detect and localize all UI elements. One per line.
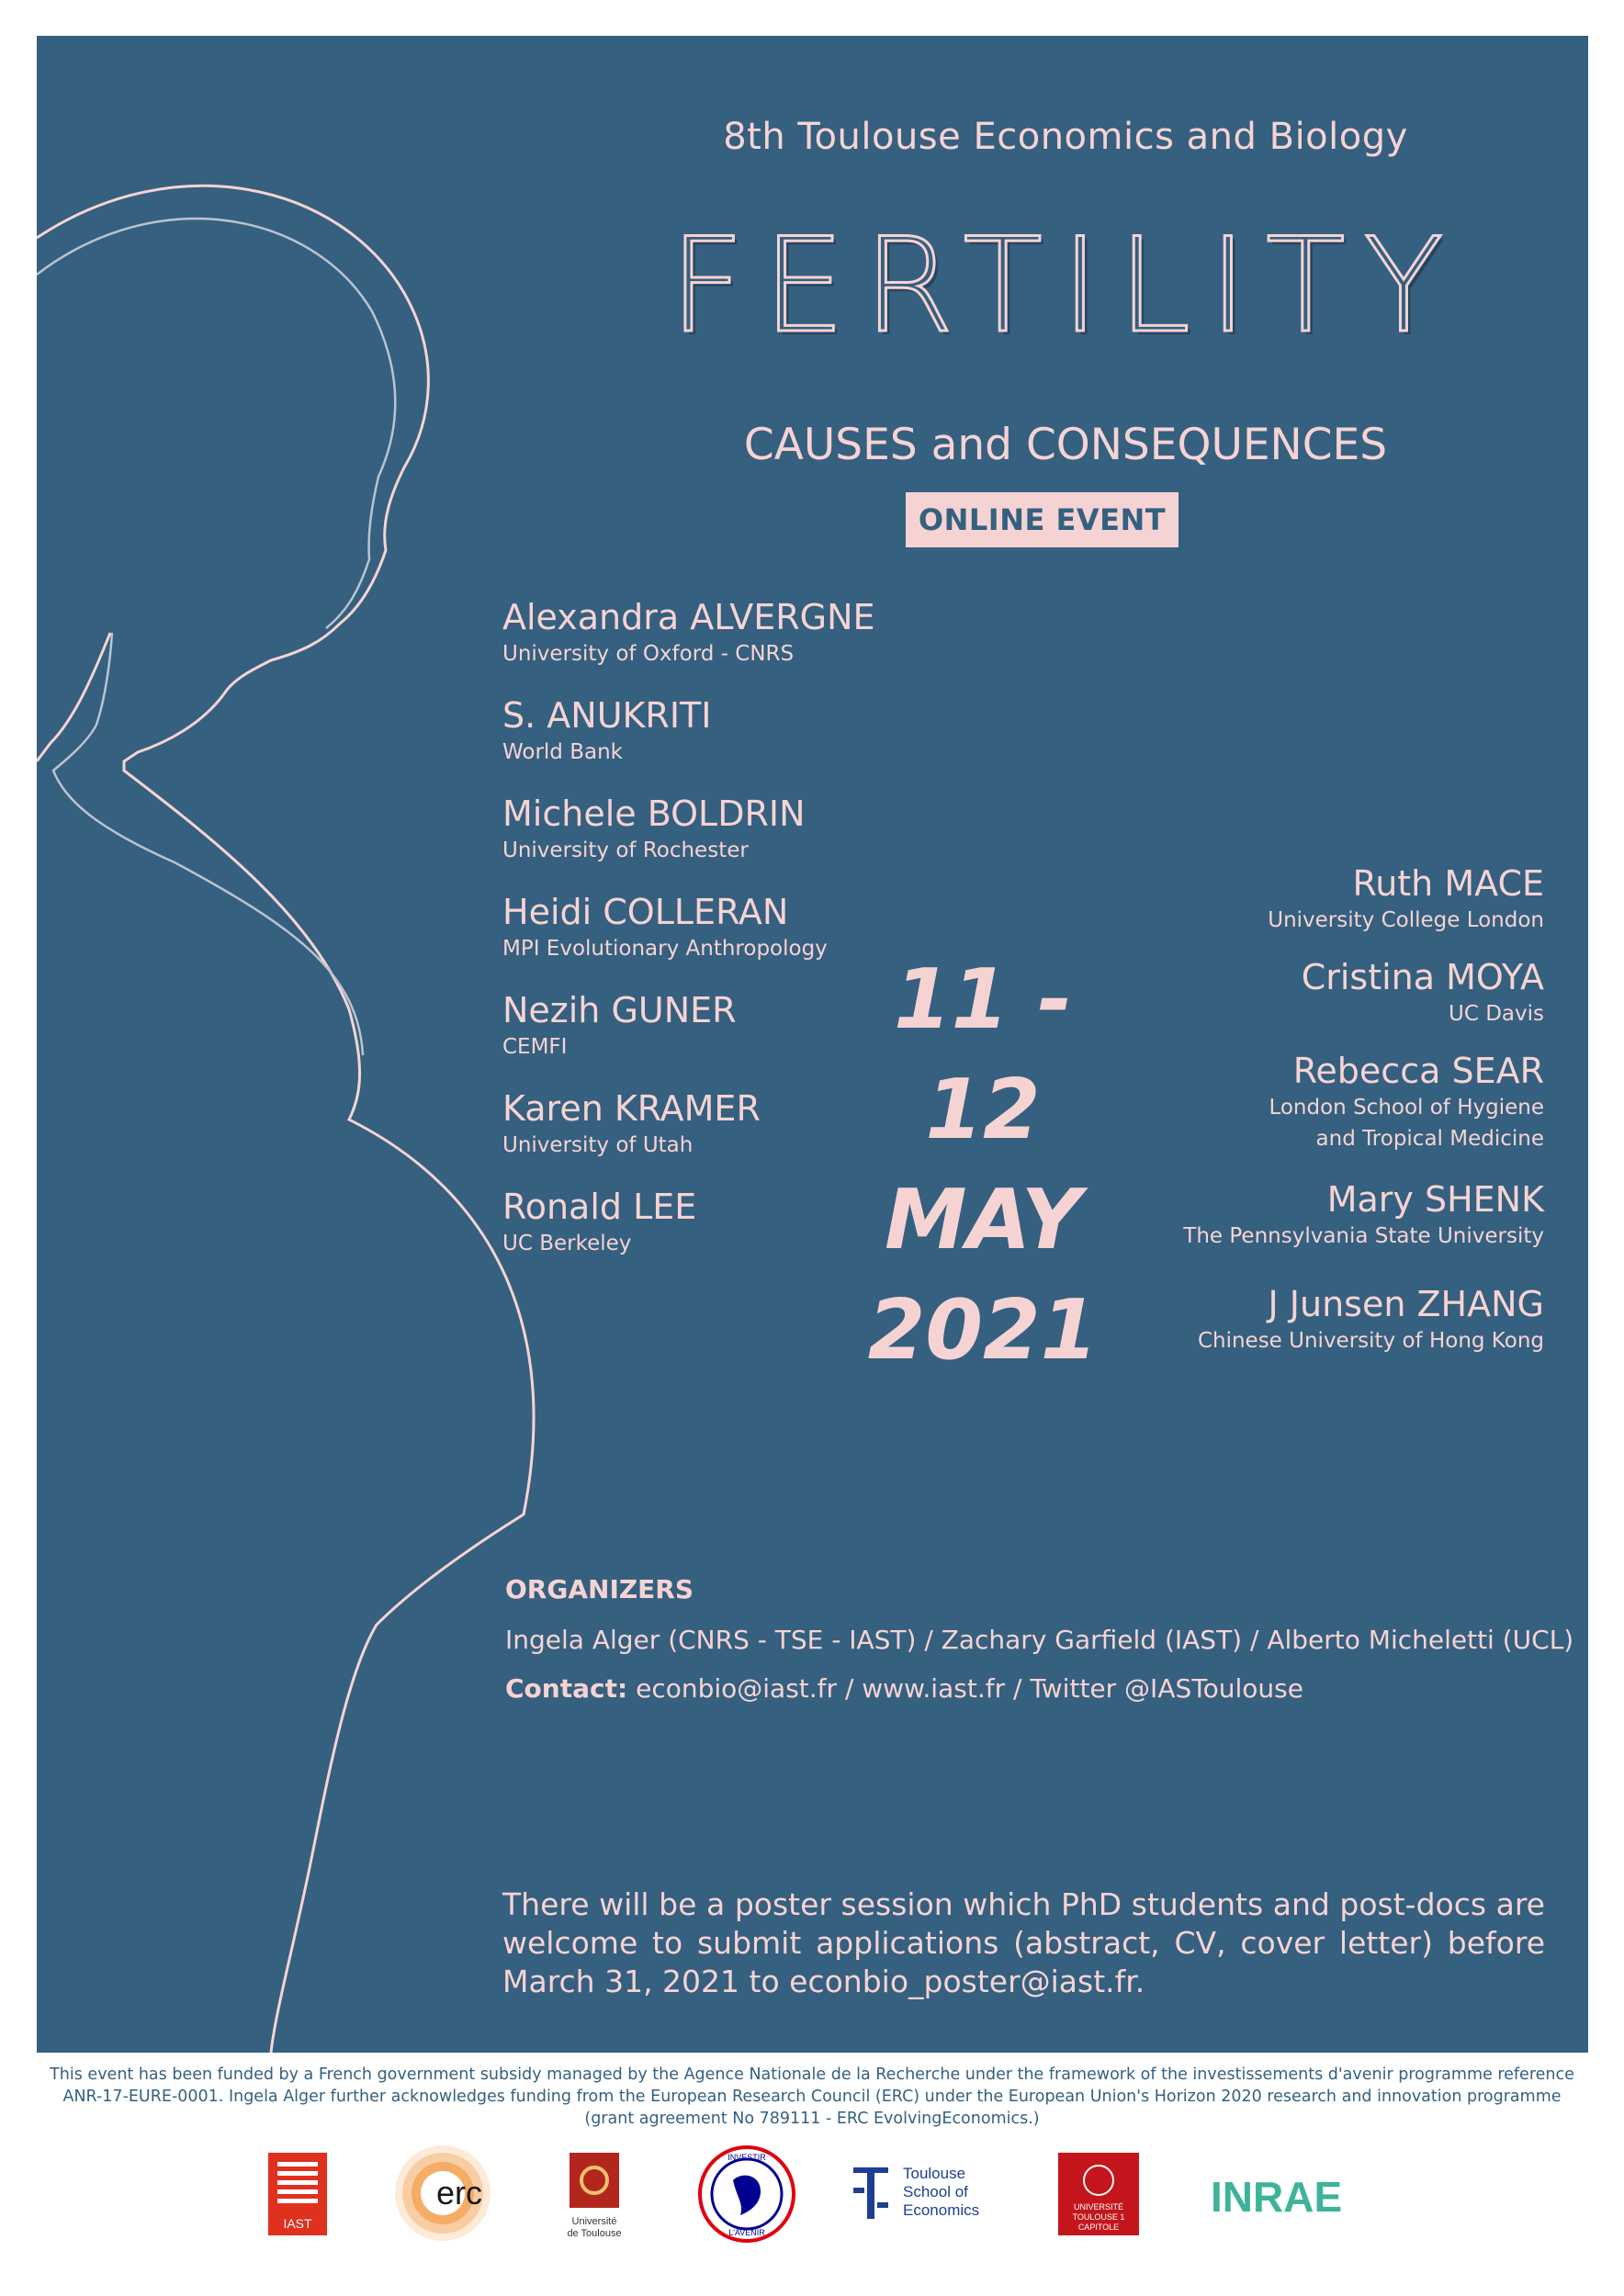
erc-logo — [386, 2140, 505, 2250]
speaker-item — [1183, 1178, 1544, 1283]
ut-line2: de Toulouse — [567, 2228, 622, 2239]
tse-line2: School of — [903, 2183, 968, 2200]
ut1-line2: TOULOUSE 1 — [1072, 2212, 1125, 2222]
contact-label: Contact: — [505, 1673, 628, 1704]
speaker-item — [502, 1087, 875, 1186]
speaker-affiliation: CEMFI — [502, 1035, 568, 1059]
speaker-affiliation: University of Oxford - CNRS — [502, 642, 795, 666]
silhouette-outline — [37, 186, 534, 2053]
event-year: 2021 — [867, 1282, 1099, 1379]
poster-panel — [37, 36, 1588, 2053]
speaker-name: Karen KRAMER — [502, 1088, 761, 1129]
investir-text: INVESTIR — [727, 2153, 766, 2162]
speaker-item — [502, 1186, 875, 1284]
funding-statement — [18, 2064, 1606, 2130]
speaker-item — [502, 694, 875, 793]
tse-line3: Economics — [903, 2201, 980, 2219]
speaker-affiliation: University College London — [1268, 908, 1544, 932]
speaker-item — [502, 989, 875, 1087]
silhouette-inner-outline — [37, 219, 395, 1055]
inrae-logo — [1211, 2167, 1367, 2223]
speaker-affiliation: The Pennsylvania State University — [1183, 1224, 1544, 1248]
online-event-badge: ONLINE EVENT — [906, 492, 1179, 547]
event-month: MAY — [884, 1172, 1082, 1268]
speaker-name: Ruth MACE — [1352, 863, 1544, 904]
speaker-affiliation: World Bank — [502, 740, 623, 764]
speaker-affiliation: University of Rochester — [502, 838, 749, 862]
speaker-name: Ronald LEE — [502, 1187, 697, 1227]
inrae-text: INRAE — [1211, 2173, 1343, 2221]
speaker-affiliation: Chinese University of Hong Kong — [1197, 1329, 1544, 1353]
speaker-item — [502, 793, 875, 891]
speaker-name: Cristina MOYA — [1301, 957, 1544, 997]
ut1-line1: UNIVERSITÉ — [1073, 2202, 1124, 2212]
speaker-affiliation: University of Utah — [502, 1133, 694, 1157]
organizers-heading: ORGANIZERS — [505, 1574, 694, 1604]
tse-logo — [850, 2160, 1006, 2224]
erc-logo-text: erc — [435, 2174, 483, 2212]
speaker-name: Mary SHENK — [1326, 1179, 1544, 1220]
speaker-name: Rebecca SEAR — [1292, 1051, 1544, 1091]
speaker-name: J Junsen ZHANG — [1268, 1284, 1544, 1324]
conference-subtitle: 8th Toulouse Economics and Biology — [723, 116, 1408, 158]
speaker-item — [502, 596, 875, 694]
speakers-right-column — [1183, 862, 1544, 1356]
speaker-item — [1183, 1050, 1544, 1178]
funding-line: ANR-17-EURE-0001. Ingela Alger further acknowledges funding from the European Research Council (ERC) under the European Union's Horizon 2020 research and innovation programme — [62, 2088, 1562, 2106]
universite-toulouse-logo — [562, 2153, 626, 2241]
partner-logos — [0, 2140, 1624, 2250]
speaker-affiliation-line2: and Tropical Medicine — [1315, 1127, 1544, 1151]
speaker-name: Nezih GUNER — [502, 990, 737, 1030]
ut-line1: Université — [571, 2216, 617, 2227]
speaker-name: Michele BOLDRIN — [502, 793, 806, 834]
speaker-name: Heidi COLLERAN — [502, 892, 789, 932]
speaker-affiliation: UC Berkeley — [502, 1232, 632, 1255]
ut1-line3: CAPITOLE — [1077, 2223, 1120, 2232]
contact-line — [505, 1673, 1573, 1704]
speaker-affiliation: UC Davis — [1449, 1002, 1544, 1026]
speaker-item — [1183, 862, 1544, 956]
speaker-item — [1183, 956, 1544, 1050]
organizers-section — [505, 1574, 1573, 1704]
tagline: CAUSES and CONSEQUENCES — [743, 420, 1388, 470]
avenir-text: L'AVENIR — [728, 2228, 765, 2237]
funding-line: This event has been funded by a French government subsidy managed by the Agence Nationale de la Recherche under the framework of the investissements d'avenir programme reference — [50, 2065, 1574, 2084]
silhouette-back — [37, 633, 110, 761]
speaker-affiliation: MPI Evolutionary Anthropology — [502, 937, 828, 961]
contact-details: econbio@iast.fr / www.iast.fr / Twitter @IASToulouse — [627, 1673, 1303, 1704]
tse-line1: Toulouse — [903, 2165, 966, 2182]
speaker-item — [1183, 1283, 1544, 1356]
speaker-item — [502, 891, 875, 989]
event-days: 11 - 12 — [894, 951, 1072, 1158]
speaker-name: S. ANUKRITI — [502, 695, 712, 736]
iast-logo — [268, 2153, 327, 2235]
funding-line: (grant agreement No 789111 - ERC EvolvingEconomics.) — [584, 2110, 1040, 2128]
speaker-name: Alexandra ALVERGNE — [502, 597, 875, 637]
poster-session-note: There will be a poster session which PhD students and post-docs are welcome to submit applications (abstract, CV, cover letter) before March 31, 2021 to econbio_poster@iast.fr. — [502, 1886, 1545, 1999]
speakers-left-column — [502, 596, 875, 1284]
ut1-capitole-logo — [1058, 2153, 1139, 2235]
organizers-names: Ingela Alger (CNRS - TSE - IAST) / Zachary Garfield (IAST) / Alberto Micheletti (UCL) — [505, 1625, 1574, 1655]
investir-avenir-logo — [696, 2144, 797, 2245]
event-date — [831, 945, 1134, 1386]
iast-logo-text: IAST — [283, 2216, 312, 2231]
speaker-affiliation: London School of Hygiene — [1269, 1096, 1544, 1120]
main-title: FERTILITY — [669, 210, 1462, 362]
